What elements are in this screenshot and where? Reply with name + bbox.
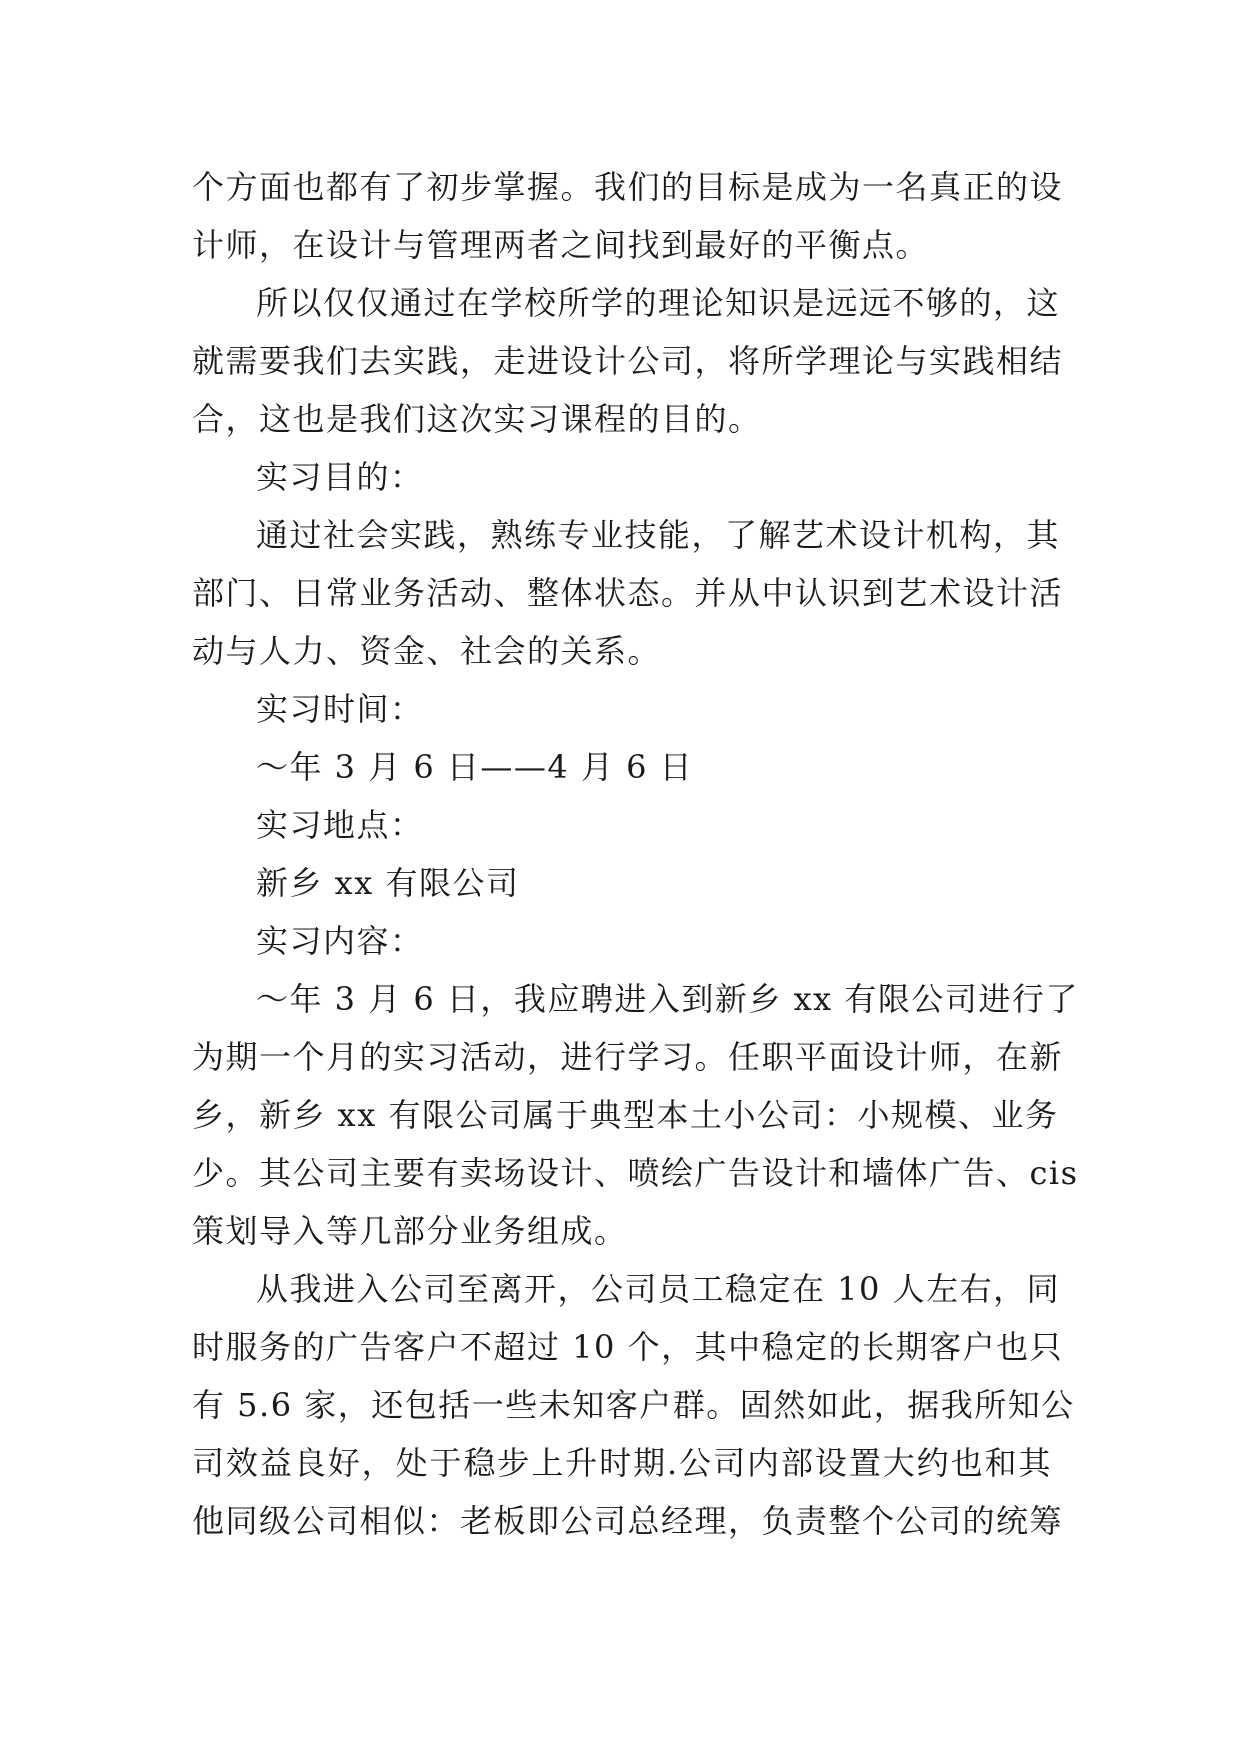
text-line: 所以仅仅通过在学校所学的理论知识是远远不够的，这 [256,284,1061,322]
text-line: 通过社会实践，熟练专业技能，了解艺术设计机构，其 [256,516,1061,554]
document-body [192,158,1079,1550]
text-line: 动与人力、资金、社会的关系。 [192,632,662,670]
text-line: 新乡 xx 有限公司 [256,864,520,902]
text-line: 个方面也都有了初步掌握。我们的目标是成为一名真正的设 [192,168,1064,206]
text-line: 时服务的广告客户不超过 10 个，其中稳定的长期客户也只 [192,1328,1064,1366]
text-line: 合，这也是我们这次实习课程的目的。 [192,400,762,438]
text-line: 他同级公司相似：老板即公司总经理，负责整个公司的统筹 [192,1502,1064,1540]
text-line: 司效益良好，处于稳步上升时期.公司内部设置大约也和其 [192,1444,1052,1482]
text-line: 乡，新乡 xx 有限公司属于典型本土小公司：小规模、业务 [192,1096,1059,1134]
text-line: ～年 3 月 6 日——4 月 6 日 [256,748,694,786]
section-heading: 实习目的： [256,458,424,496]
section-heading: 实习地点： [256,806,424,844]
text-line: 少。其公司主要有卖场设计、喷绘广告设计和墙体广告、cis [192,1154,1079,1192]
text-line: 有 5.6 家，还包括一些未知客户群。固然如此，据我所知公 [192,1386,1075,1424]
text-line: 为期一个月的实习活动，进行学习。任职平面设计师，在新 [192,1038,1064,1076]
section-heading: 实习内容： [256,922,424,960]
text-line: ～年 3 月 6 日，我应聘进入到新乡 xx 有限公司进行了 [256,980,1079,1018]
text-line: 就需要我们去实践，走进设计公司，将所学理论与实践相结 [192,342,1064,380]
text-line: 策划导入等几部分业务组成。 [192,1212,628,1250]
text-line: 部门、日常业务活动、整体状态。并从中认识到艺术设计活 [192,574,1064,612]
section-heading: 实习时间： [256,690,424,728]
text-line: 从我进入公司至离开，公司员工稳定在 10 人左右，同 [256,1270,1061,1308]
text-line: 计师，在设计与管理两者之间找到最好的平衡点。 [192,226,930,264]
